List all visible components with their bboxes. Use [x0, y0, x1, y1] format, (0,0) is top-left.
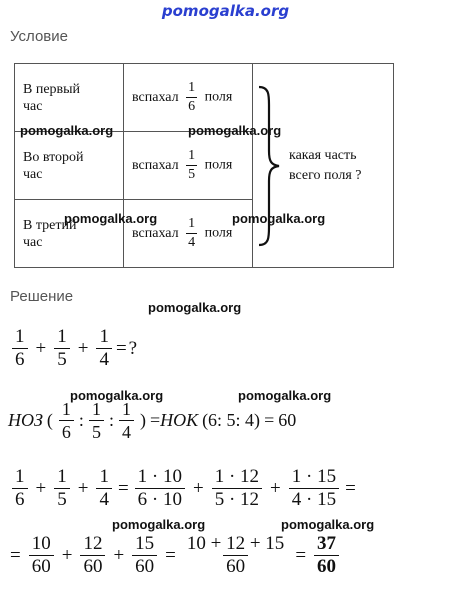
question-text-line2: всего поля ? [289, 167, 362, 183]
time-label-line2: час [23, 98, 43, 114]
watermark-text: pomogalka.org [70, 388, 164, 403]
time-cell [15, 132, 124, 200]
watermark-text: pomogalka.org [64, 211, 158, 226]
equation-line-3: $\frac{1}{6}$ + $\frac{1}{5}$ + $\frac{1}{4}$ = $\frac{1 \cdot 10}{6 \cdot 10}$ + $\frac{1 \cdot 12}{5 \cdot 12}$ + $\frac{1 \cdot 15}{4 \cdot 15}$ = [10, 466, 360, 511]
verb-text: вспахал [132, 225, 179, 241]
fraction: $\frac{1}{6}$ [188, 80, 196, 114]
unit-text: поля [204, 89, 233, 105]
equation-line-1: $\frac{1}{6}$ + $\frac{1}{5}$ + $\frac{1}{4}$ = ? [10, 326, 137, 371]
watermark-text: pomogalka.org [20, 123, 114, 138]
amount-cell [124, 200, 253, 268]
time-label: Во второй [23, 149, 84, 165]
time-cell [15, 64, 124, 132]
verb-text: вспахал [132, 157, 179, 173]
fraction: $\frac{1}{5}$ [188, 148, 196, 182]
watermark-text: pomogalka.org [232, 211, 326, 226]
watermark-text: pomogalka.org [188, 123, 282, 138]
amount-cell [124, 132, 253, 200]
question-text: какая часть [289, 147, 357, 163]
time-cell [15, 200, 124, 268]
fraction: $\frac{1}{4}$ [188, 216, 196, 250]
watermark-text: pomogalka.org [148, 300, 242, 315]
table-row [15, 64, 394, 132]
watermark-text: pomogalka.org [281, 517, 375, 532]
condition-table [14, 63, 394, 268]
question-cell [253, 64, 394, 268]
solution-heading: Решение [10, 288, 74, 305]
time-label-line2: час [23, 166, 43, 182]
unit-text: поля [204, 225, 233, 241]
time-label-line2: час [23, 234, 43, 250]
site-watermark-top: pomogalka.org [161, 2, 290, 20]
watermark-text: pomogalka.org [112, 517, 206, 532]
unit-text: поля [204, 157, 233, 173]
equation-line-4: = $\frac{10}{60}$ + $\frac{12}{60}$ + $\frac{15}{60}$ = $\frac{10 + 12 + 15}{60}$ = $\frac{37}{60}$ [10, 533, 341, 578]
equation-line-2: НОЗ ( $\frac{1}{6}$ : $\frac{1}{5}$ : $\frac{1}{4}$ ) = НОК (6: 5: 4) = 60 [8, 399, 297, 442]
verb-text: вспахал [132, 89, 179, 105]
time-label: В третий [23, 217, 77, 233]
watermark-text: pomogalka.org [238, 388, 332, 403]
condition-heading: Условие [10, 28, 68, 45]
amount-cell [124, 64, 253, 132]
time-label: В первый [23, 81, 81, 97]
